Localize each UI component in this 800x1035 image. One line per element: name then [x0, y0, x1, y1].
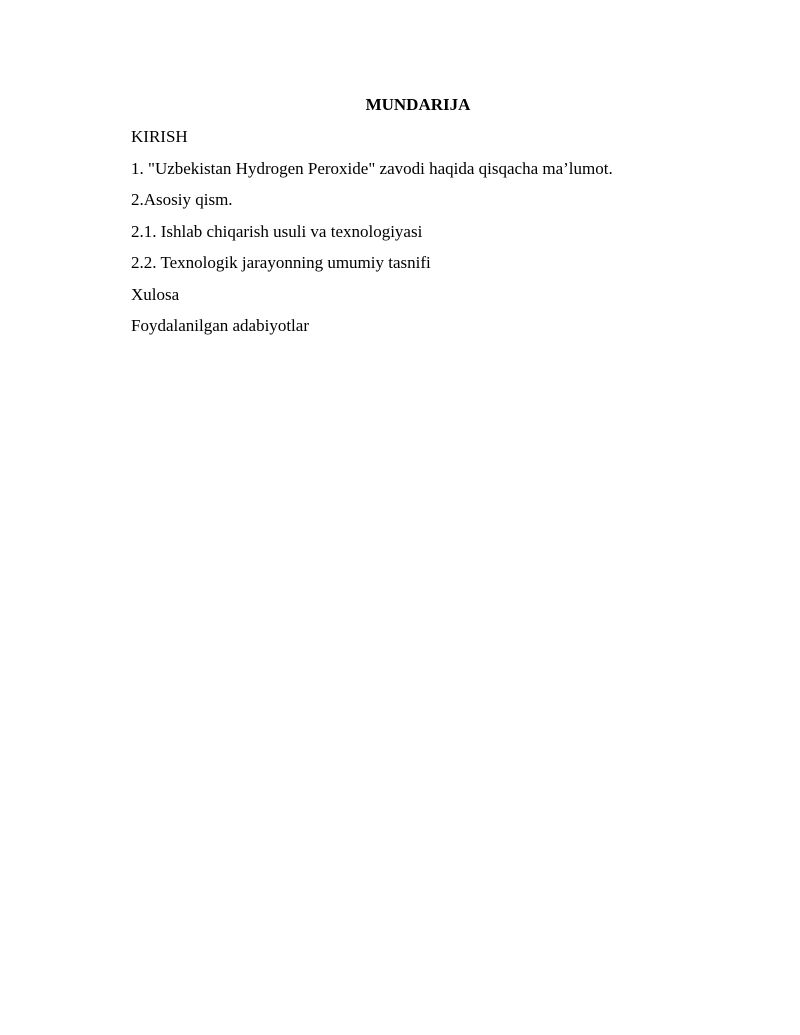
toc-item-xulosa: Xulosa — [131, 284, 180, 304]
toc-item-references: Foydalanilgan adabiyotlar — [131, 316, 309, 335]
toc-item-section-2-1: 2.1. Ishlab chiqarish usuli va texnologiyasi — [131, 221, 423, 241]
toc-item-section-2-2: 2.2. Texnologik jarayonning umumiy tasnifi — [131, 253, 431, 272]
toc-item-section-1: 1. "Uzbekistan Hydrogen Peroxide" zavodi haqida qisqacha ma’lumot. — [131, 158, 613, 178]
toc-item-kirish: KIRISH — [131, 127, 188, 146]
page-title: MUNDARIJA — [365, 95, 471, 114]
table-of-contents — [131, 124, 613, 345]
toc-item-section-2: 2.Asosiy qism. — [131, 190, 233, 209]
